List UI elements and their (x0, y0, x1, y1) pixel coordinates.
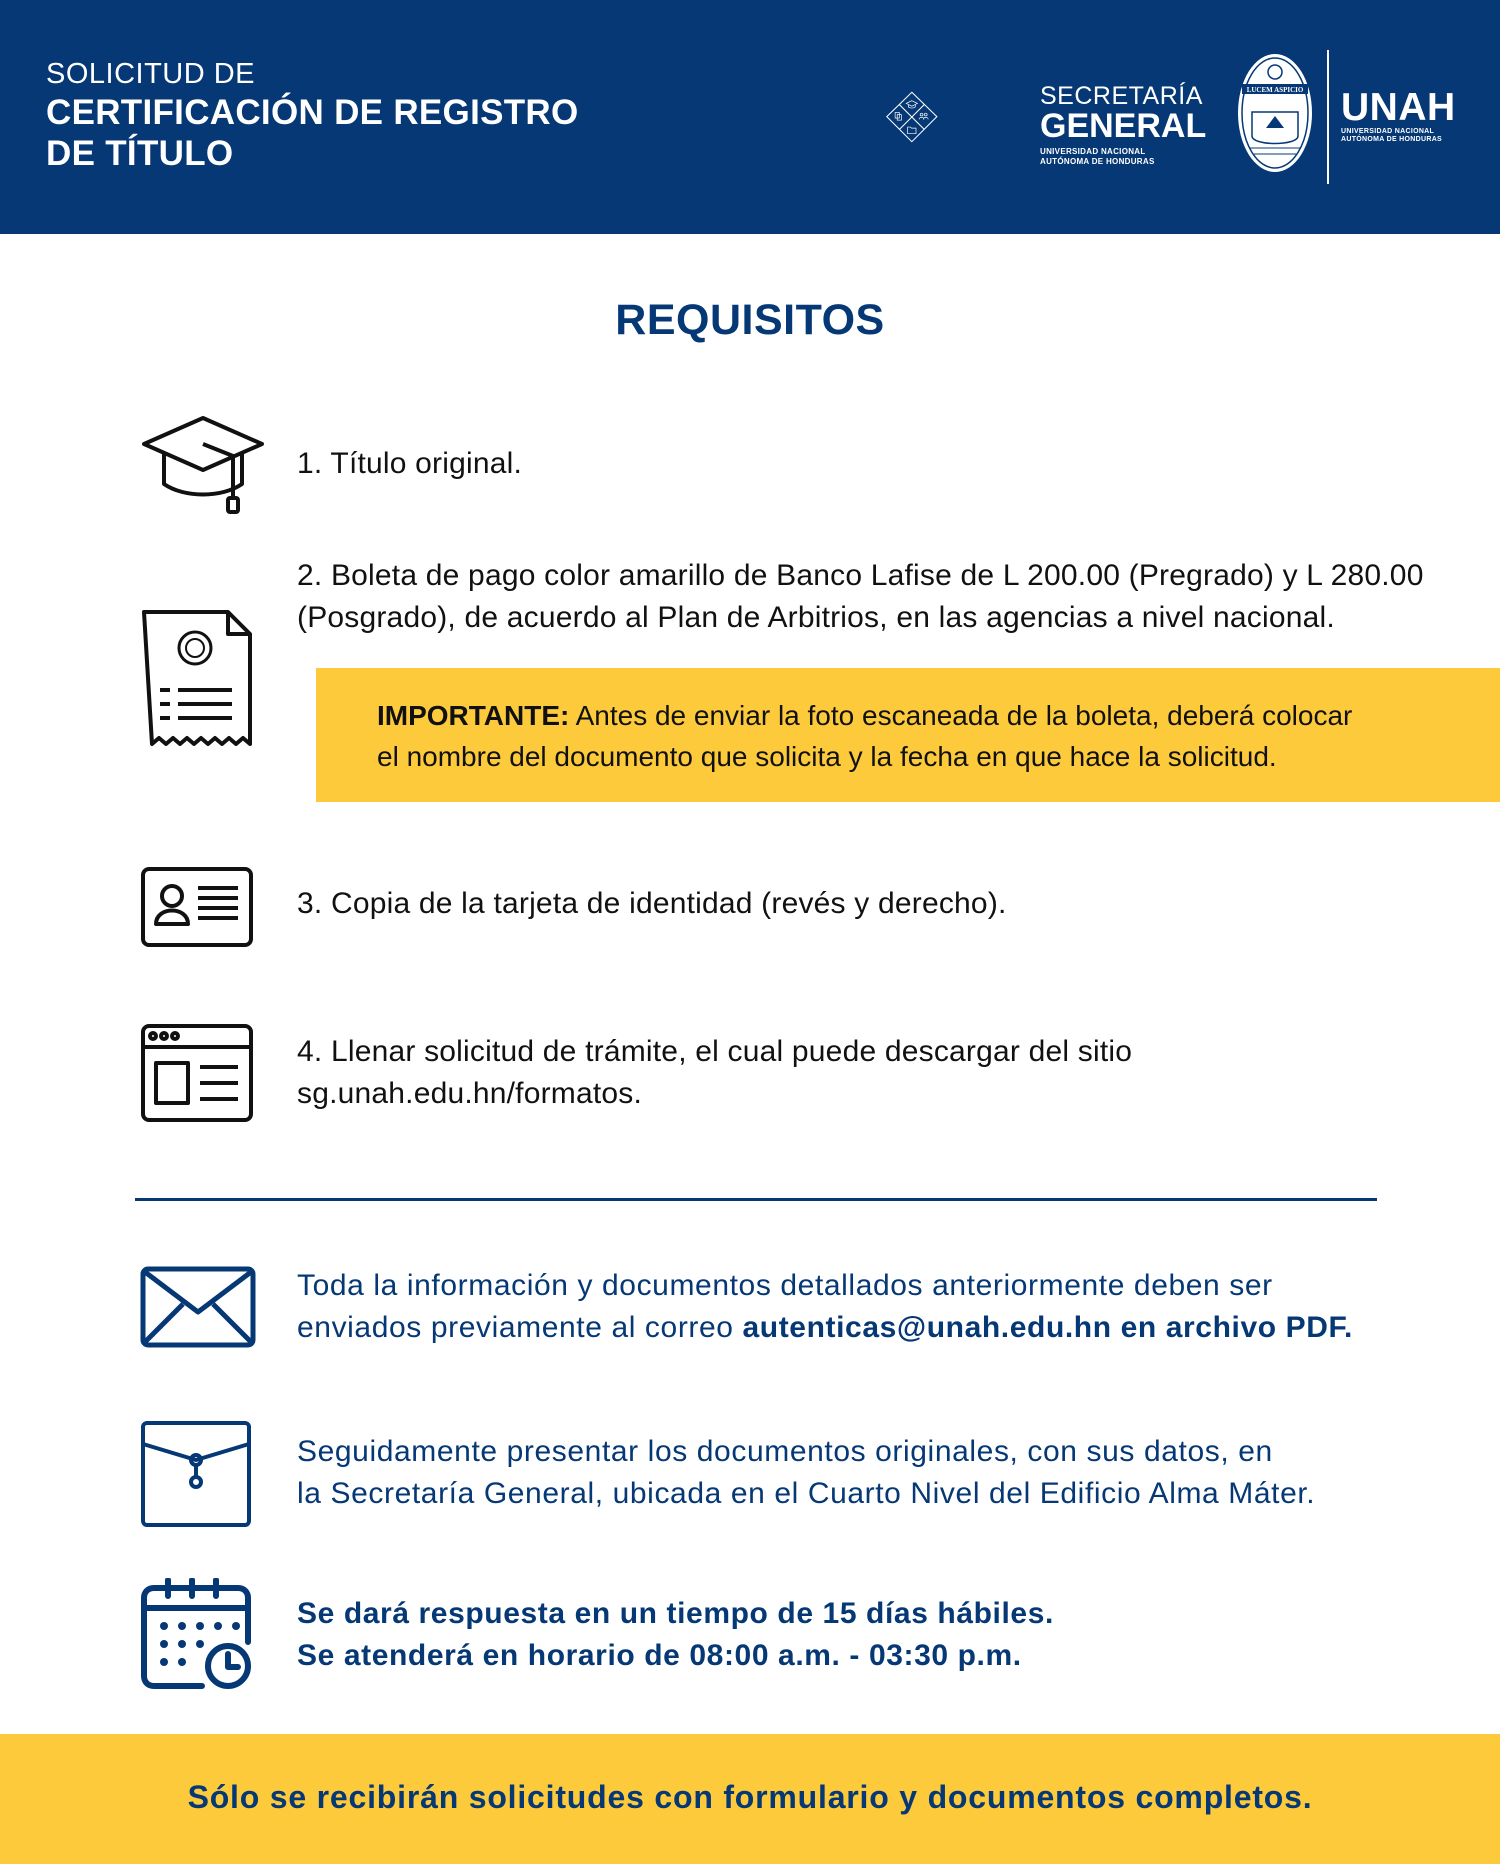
important-text (377, 695, 1477, 777)
email-line-2-text: enviados previamente al correo (297, 1311, 743, 1344)
time-line-2: Se atenderá en horario de 08:00 a.m. - 03:30 p.m. (297, 1639, 1022, 1672)
time-line-1: Se dará respuesta en un tiempo de 15 días hábiles. (297, 1597, 1054, 1630)
email-line-1: Toda la información y documentos detallados anteriormente deben ser (297, 1269, 1273, 1302)
requisito-2-line-2: (Posgrado), de acuerdo al Plan de Arbitrios, en las agencias a nivel nacional. (297, 601, 1335, 634)
title-line-1: SOLICITUD DE (46, 58, 256, 90)
email-instructions (297, 1265, 1353, 1349)
unah-title: UNAH (1341, 86, 1456, 129)
document-envelope-icon (140, 1420, 252, 1528)
requisito-4-line-1: 4. Llenar solicitud de trámite, el cual puede descargar del sitio (297, 1035, 1133, 1068)
secretaria-general-wordmark (1040, 84, 1206, 167)
receipt-document-icon (140, 608, 254, 754)
section-divider (135, 1198, 1377, 1201)
requisito-4 (297, 1031, 1132, 1115)
svg-text:LUCEM ASPICIO: LUCEM ASPICIO (1246, 86, 1304, 94)
unah-sub-1: UNIVERSIDAD NACIONAL (1341, 128, 1435, 135)
sg-line-3: UNIVERSIDAD NACIONAL (1040, 147, 1146, 156)
id-card-icon (140, 866, 254, 948)
requisito-2-line-1: 2. Boleta de pago color amarillo de Banco Lafise de L 200.00 (Pregrado) y L 280.00 (297, 559, 1424, 592)
footer-notice: Sólo se recibirán solicitudes con formulario y documentos completos. (187, 1779, 1313, 1815)
important-notice (316, 668, 1500, 802)
email-address: autenticas@unah.edu.hn en archivo PDF. (742, 1311, 1353, 1344)
unah-wordmark (1341, 88, 1456, 144)
requisito-4-line-2: sg.unah.edu.hn/formatos. (297, 1077, 643, 1110)
requisitos-heading: REQUISITOS (615, 296, 885, 344)
unah-sub-2: AUTÓNOMA DE HONDURAS (1341, 136, 1443, 143)
important-line-2: el nombre del documento que solicita y la fecha en que hace la solicitud. (377, 741, 1277, 772)
sg-line-4: AUTÓNOMA DE HONDURAS (1040, 157, 1155, 166)
important-line-1-text: Antes de enviar la foto escaneada de la boleta, deberá colocar (569, 700, 1353, 731)
present-line-1: Seguidamente presentar los documentos originales, con sus datos, en (297, 1435, 1273, 1468)
important-line-1 (377, 695, 1477, 736)
document-title (46, 56, 579, 174)
header-divider (1327, 50, 1329, 184)
sg-line-1: SECRETARÍA (1040, 82, 1203, 110)
browser-form-icon (140, 1023, 254, 1123)
email-line-2 (297, 1307, 1353, 1349)
header-banner (0, 0, 1500, 234)
calendar-clock-icon (140, 1578, 256, 1692)
title-line-2: CERTIFICACIÓN DE REGISTRO (46, 93, 579, 132)
unah-seal (1236, 52, 1314, 174)
secretaria-general-logo (884, 42, 1044, 192)
envelope-icon (140, 1266, 256, 1348)
response-time-info (297, 1593, 1054, 1677)
footer-banner (0, 1734, 1500, 1864)
graduation-cap-icon (140, 414, 266, 518)
presentation-instructions (297, 1431, 1315, 1515)
title-line-3: DE TÍTULO (46, 134, 234, 173)
requisito-2 (297, 555, 1424, 639)
present-line-2: la Secretaría General, ubicada en el Cuarto Nivel del Edificio Alma Máter. (297, 1477, 1316, 1510)
requisito-3: 3. Copia de la tarjeta de identidad (revés y derecho). (297, 887, 1007, 920)
important-label: IMPORTANTE: (377, 700, 570, 731)
requisito-1: 1. Título original. (297, 447, 523, 480)
sg-line-2: GENERAL (1040, 107, 1207, 145)
